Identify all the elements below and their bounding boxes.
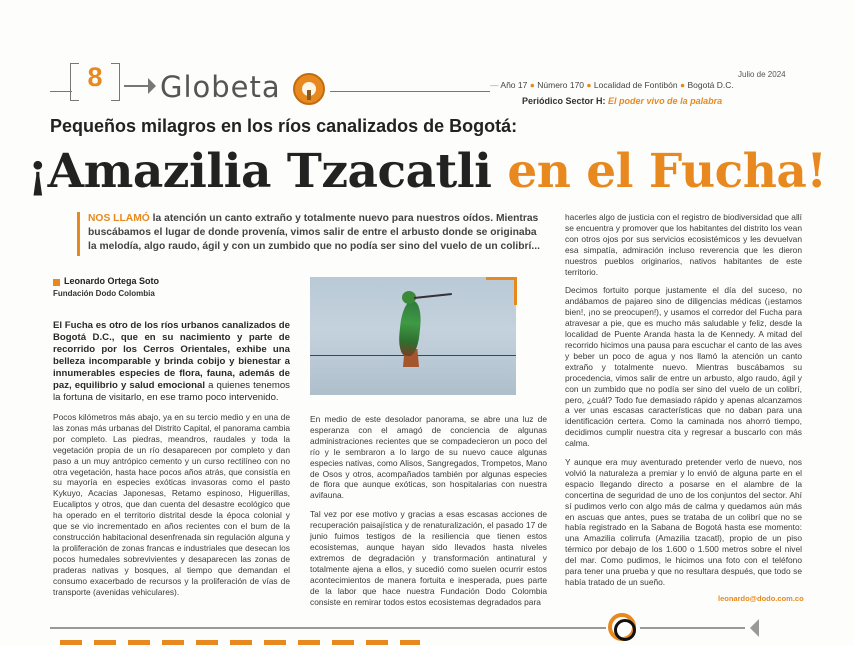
headline-part-a: ¡Amazilia Tzacatli [27,144,492,199]
article-column-3 [565,212,802,596]
body-paragraph: hacerles algo de justicia con el registro de biodiversidad que allí se encuentra y promover que los habitantes del distrito los vean con otros ojos por sus servicios ecosistémicos y les devuelvan esa simpatía, admiración incluso reverencia que les dieron nuestros pueblos originarios, nativos habitantes de este territorio. [565,212,802,277]
photo-accent-vertical [514,277,517,305]
intro-paragraph [53,320,290,404]
issue-year: Año 17 [500,80,528,90]
periodico-line [522,96,722,106]
article-lead [88,212,544,254]
periodico-slogan: El poder vivo de la palabra [608,96,723,106]
bullet-icon: ● [586,80,592,90]
body-paragraph: Pocos kilómetros más abajo, ya en su tercio medio y en una de las zonas más urbanas del Distrito Capital, el panorama cambia por completo. Las piedras, meandros, raudales y toda la vegetación propia de un río desaparecen por completo y dan paso a un muy antrópico cemento y un curso rectilíneo con no otra vegetación, hasta hace pocos años atrás, que consistía en su mayoría en especies exóticas invasoras como el pasto Kykuyo, Acacias Japonesas, Retamo espinoso, Higuerillas, Eucaliptos y otros, que dan cuenta del desastre ecológico que ha operado en el territorio distrital desde la época colonial y que se vio incrementado en años recientes con el bum de la construcción habitacional desenfrenada sin regulación alguna y la proliferación de zonas francas e industriales que desecan los pocos humedales sobrevivientes y desaparecen las zonas de praderas nativas y bosques, al tiempo que demandan el consumo exacerbado de recursos y la proliferación de vías de transporte (avenidas vehiculares). [53,412,290,597]
issue-date: Julio de 2024 [738,70,786,79]
photo-bird-body [397,300,423,357]
header-rule [330,91,490,92]
headline-part-b: en el Fucha! [507,144,827,199]
photo-accent-horizontal [486,277,516,280]
section-name: Globeta [160,70,281,104]
next-article-strip [60,640,420,645]
page-number: 8 [87,62,103,92]
author-organization: Fundación Dodo Colombia [53,289,155,298]
intro-bold: El Fucha es otro de los ríos urbanos canalizados de Bogotá D.C., que en su nacimiento y parte de recorrido por los Cerros Orientales, exhibe una belleza incomparable y brinda cobijo y bienestar a innumerables especies de flora, fauna, además de paz, equilibrio y salud emocional [53,320,290,391]
bullet-icon: ● [529,80,535,90]
lead-text: la atención un canto extraño y totalmente nuevo para nuestros oídos. Mientras buscábamos el lugar de donde provenía, vimos salir de entre el arbusto donde se originaba la melodía, algo raudo, ágil y con un zumbido que no podía ser sino del vuelo de un colibrí... [88,213,540,252]
body-paragraph: En medio de este desolador panorama, se abre una luz de esperanza con el amagó de conciencia de algunas administraciones recientes que se compadecieron un poco del río y le sembraron a lo largo de su nuevo cauce algunas especies nativas, como Alisos, Sangregados, Trompetos, Mano de Osos y otros, acompañados también por algunas especies de flora que aunque exóticas, son hospitalarias con nuestra avifauna. [310,414,547,501]
bullet-icon: ● [679,80,686,90]
intro-rest: a quienes tenemos la fortuna de visitarlo, en ese tramo poco intervenido. [53,380,290,403]
lead-capital: NOS LLAMÓ [88,213,150,224]
body-paragraph: Y aunque era muy aventurado pretender verlo de nuevo, nos volvió la naturaleza a premiar y lo envió de alguna parte en el espacio llegando directo a posarse en el alambre de la concertina de seguridad de uno de los conjuntos del sector. Ahí sí pudimos verlo con algo más de calma y quedamos aún más en ascuas que antes, pues se trataba de un colibrí que no se había registrado en la Sabana de Bogotá hasta ese momento: una Amazilia colirrufa (Amazilia tzacatl), propio de un piso térmico por debajo de los 1.600 o 1.500 metros sobre el nivel del mar. Como pudimos, le hicimos una foto con el teléfono para tener una prueba y que no resultara después, que todo se había tratado de un sueño. [565,457,802,587]
footer-ring-icon [608,613,636,641]
arrow-left-icon [750,619,759,637]
lead-accent-bar [77,212,80,256]
issue-city: Bogotá D.C. [687,80,734,90]
periodico-name: Periódico Sector H: [522,96,606,106]
page-number-bracket-left [70,63,79,101]
article-column-1 [53,320,290,605]
bullet-icon: — [490,80,501,90]
footer-rule-right [640,627,745,629]
author-email: leonardo@dodo.com.co [718,594,804,603]
photo-bird-beak [414,293,452,299]
article-headline [0,144,854,199]
arrow-right-icon [148,78,156,94]
issue-number: Número 170 [537,80,585,90]
body-paragraph: Decimos fortuito porque justamente el día del suceso, no andábamos de pajareo sino de diligencias médicas (¡estamos bien!, ¡no se preocupen!), y usamos el corredor del Fucha para atravesar a pie, que es mucho más saludable y feliz, desde la localidad de Puente Aranda hasta la de Kennedy. A mitad del recorrido hicimos una pausa para escuchar el canto de las aves y beber un poco de agua y nos llamó la atención un canto extraño y totalmente nuevo. Mientras buscábamos su procedencia, vimos salir de entre un arbusto, algo raudo, ágil y con un zumbido que no podía ser sino del vuelo de un colibrí, pero, ¿cuál? Todo fue demasiado rápido y apenas alcanzamos a ver unas escasas características que no daban para una identificación certera. Como la caminada nos ahorró tiempo, decidimos cumplir nuestra cita y regresar a buscarlo con más calma. [565,285,802,449]
hummingbird-photo [310,277,516,395]
body-paragraph: Tal vez por ese motivo y gracias a esas escasas acciones de recuperación paisajística y de renaturalización, el pasado 17 de junio fuimos testigos de la resiliencia que tienen estos ecosistemas, aunque hayan sido llevados hasta niveles extremos de degradación y transformación antinatural y totalmente ajena a ellos, y sucedió como suelen ocurrir estos acontecimientos de manera fortuita e inesperada, pues parte de la labor que hace nuestra Fundación Dodo Colombia consiste en remirar todos estos ecosistemas degradados para [310,509,547,607]
page-number-bracket-right [111,63,120,101]
footer-rule-left [50,627,606,629]
globeta-logo-icon [293,73,325,105]
section-arrow-stem [124,85,148,87]
issue-meta [490,80,734,90]
header-rule-left [50,91,72,92]
article-kicker: Pequeños milagros en los ríos canalizados de Bogotá: [50,116,518,136]
author-name: Leonardo Ortega Soto [64,276,160,286]
issue-locality: Localidad de Fontibón [593,80,678,90]
article-column-2 [310,414,547,615]
byline-square-icon [53,279,60,286]
